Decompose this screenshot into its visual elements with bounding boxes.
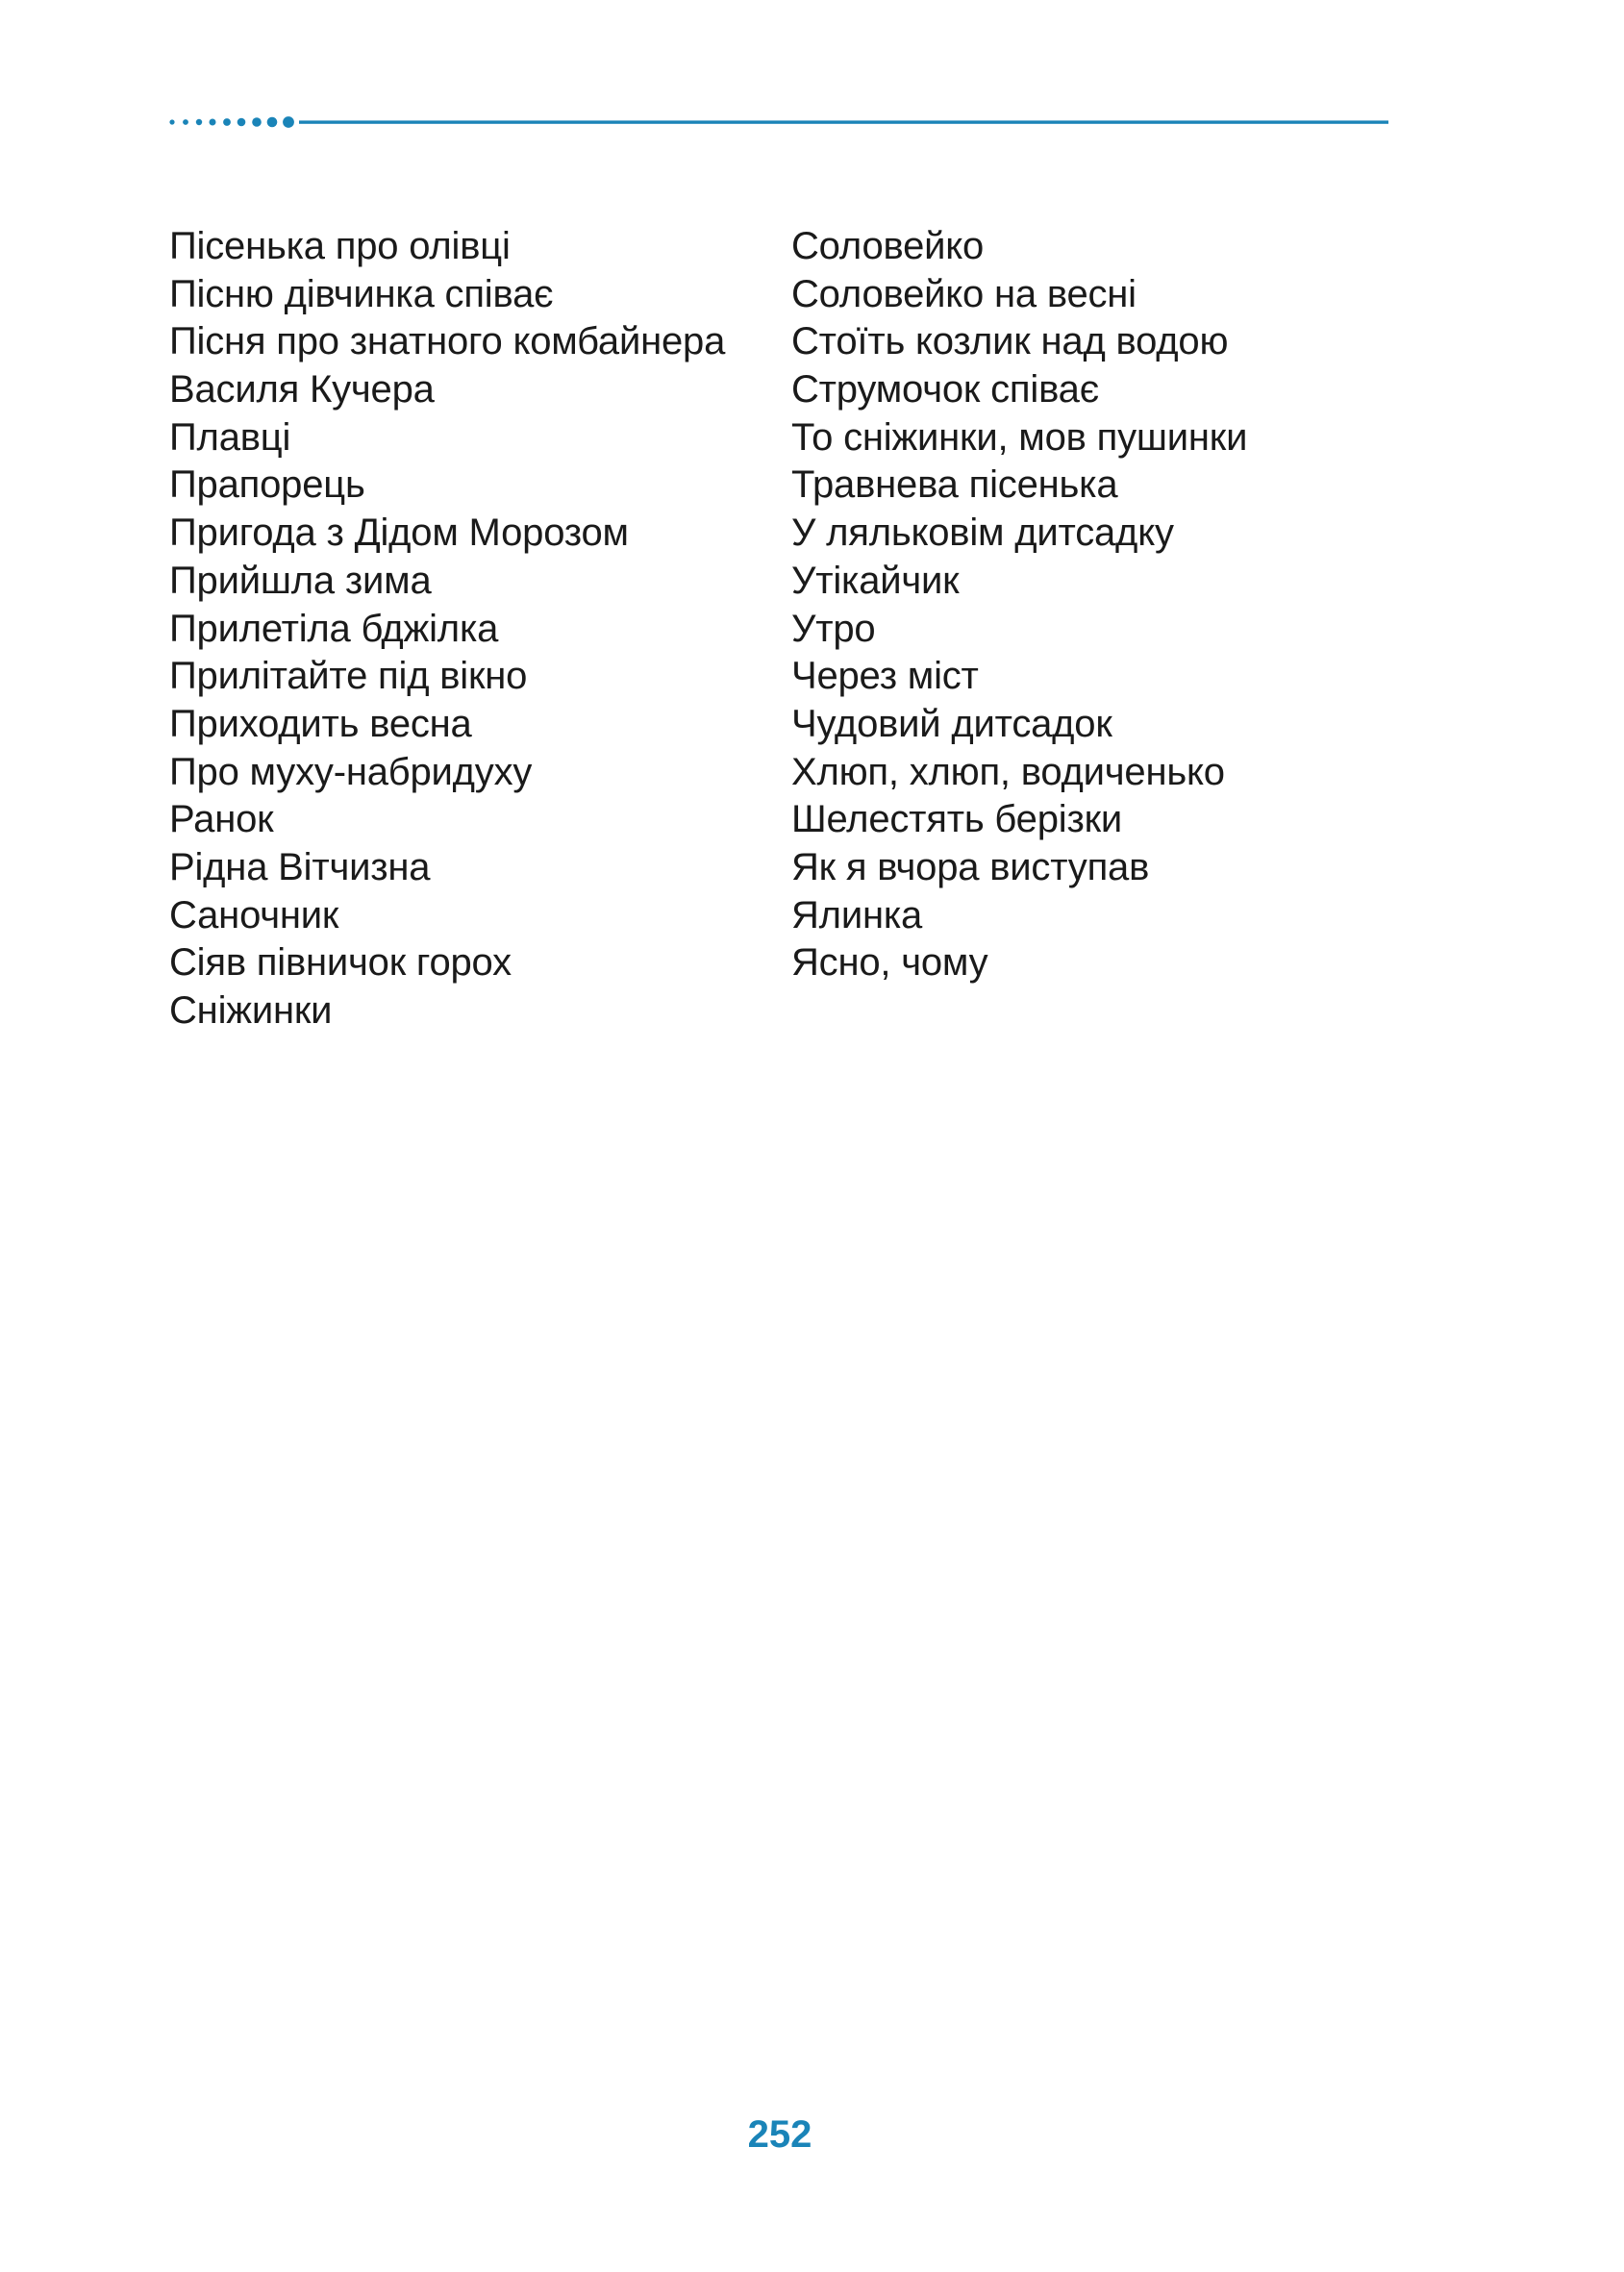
song-title: Струмочок співає xyxy=(791,368,1099,412)
song-list-left-column xyxy=(169,223,785,1036)
song-title: Рідна Вітчизна xyxy=(169,845,431,888)
song-title: Пісня про знатного комбайнера xyxy=(169,320,726,363)
song-title: Пригода з Дідом Морозом xyxy=(169,512,629,555)
song-title: Про муху-набридуху xyxy=(169,750,533,793)
page-number: 252 xyxy=(747,2113,812,2156)
song-title: Сніжинки xyxy=(169,989,333,1032)
song-title: Прилетіла бджілка xyxy=(169,607,499,650)
song-title: Соловейко на весні xyxy=(791,272,1137,315)
song-title: Сіяв півничок горох xyxy=(169,941,512,985)
song-title: Чудовий дитсадок xyxy=(791,702,1112,745)
song-title: Ялинка xyxy=(791,893,923,936)
song-title: Ясно, чому xyxy=(791,941,988,985)
song-title: Плавці xyxy=(169,415,291,459)
song-title: Утікайчик xyxy=(791,559,960,602)
song-title: Стоїть козлик над водою xyxy=(791,320,1229,363)
song-title: Приходить весна xyxy=(169,702,472,745)
song-title: Через міст xyxy=(791,655,979,698)
song-title: Саночник xyxy=(169,893,339,936)
song-title: Пісенька про олівці xyxy=(169,225,511,267)
song-title: Утро xyxy=(791,607,876,650)
song-title: То сніжинки, мов пушинки xyxy=(791,415,1248,459)
song-title: Травнева пісенька xyxy=(791,463,1118,507)
song-title: Шелестять берізки xyxy=(791,798,1123,841)
song-title: Соловейко xyxy=(791,225,985,267)
song-title: Прийшла зима xyxy=(169,559,432,602)
header-dotted-rule xyxy=(169,113,1388,131)
song-title: У ляльковім дитсадку xyxy=(791,512,1174,555)
song-title: Як я вчора виступав xyxy=(791,845,1150,888)
song-title: Пісню дівчинка співає xyxy=(169,272,554,315)
song-title: Ранок xyxy=(169,798,274,841)
song-title: Василя Кучера xyxy=(169,368,435,412)
song-title: Хлюп, хлюп, водиченько xyxy=(791,750,1225,793)
song-title: Прилітайте під вікно xyxy=(169,655,528,698)
song-title: Прапорець xyxy=(169,463,365,507)
song-list-right-column xyxy=(791,223,1407,987)
